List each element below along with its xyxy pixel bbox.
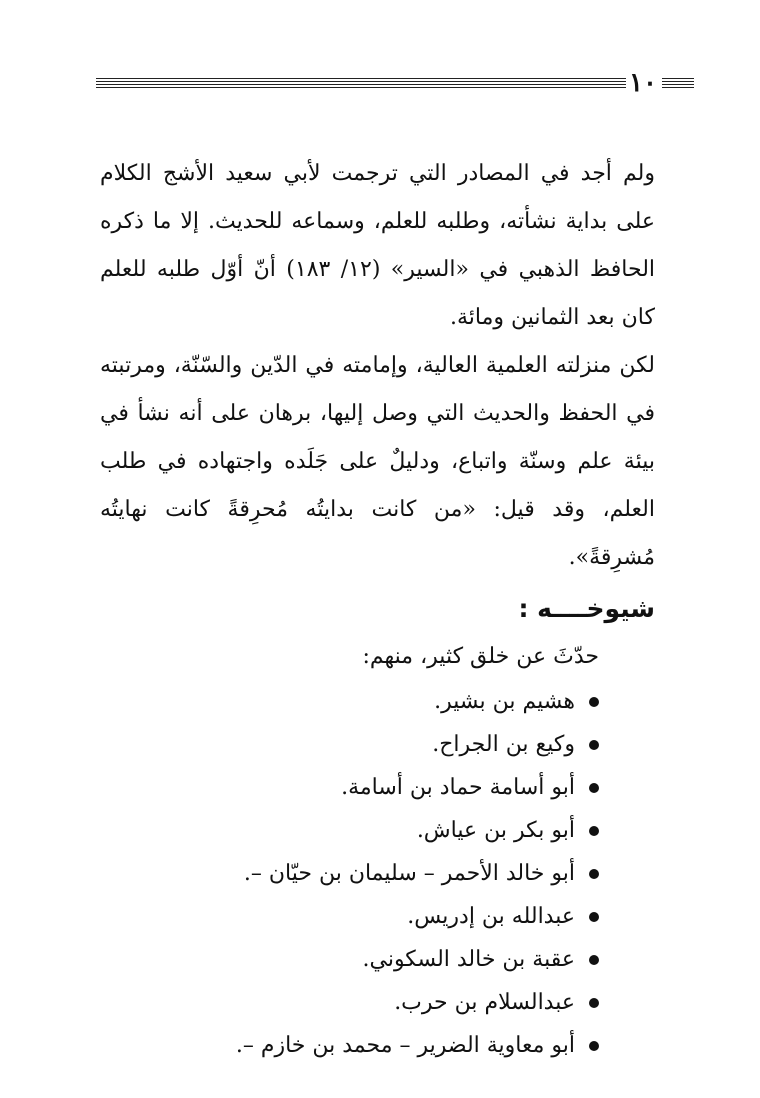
- teacher-name: أبو بكر بن عياش.: [416, 818, 575, 843]
- teacher-name: أبو معاوية الضرير – محمد بن خازم –.: [235, 1033, 575, 1058]
- bullet-icon: [589, 740, 599, 750]
- teacher-name: أبو خالد الأحمر – سليمان بن حيّان –.: [243, 861, 575, 886]
- teacher-name: وكيع بن الجراح.: [432, 732, 575, 757]
- list-item: [100, 766, 599, 809]
- list-item: [100, 723, 599, 766]
- teacher-name: هشيم بن بشير.: [434, 689, 575, 714]
- paragraph-sources: ولم أجد في المصادر التي ترجمت لأبي سعيد الأشج الكلام على بداية نشأته، وطلبه للعلم، وسماعه للحديث. إلا ما ذكره الحافظ الذهبي في «السير» (١٢/ ١٨٣) أنّ أوّل طلبه للعلم كان بعد الثمانين ومائة.: [100, 161, 656, 330]
- list-item: [100, 852, 599, 895]
- bullet-icon: [589, 826, 599, 836]
- teachers-intro: حدّثَ عن خلق كثير، منهم:: [362, 644, 599, 669]
- page-header: [96, 68, 694, 100]
- teachers-list: [100, 680, 655, 1067]
- header-rule-decoration: [96, 78, 626, 90]
- bullet-icon: [589, 912, 599, 922]
- teacher-name: عبدالله بن إدريس.: [407, 904, 575, 929]
- bullet-icon: [589, 1041, 599, 1051]
- page-number: ١٠: [629, 68, 657, 98]
- teacher-name: أبو أسامة حماد بن أسامة.: [341, 775, 575, 800]
- bullet-icon: [589, 783, 599, 793]
- list-item: [100, 809, 599, 852]
- list-item: [100, 1024, 599, 1067]
- page-body: [100, 150, 655, 1067]
- teacher-name: عبدالسلام بن حرب.: [394, 990, 575, 1015]
- bullet-icon: [589, 998, 599, 1008]
- list-item: [100, 895, 599, 938]
- paragraph-scholarly-status: لكن منزلته العلمية العالية، وإمامته في الدّين والسّنّة، ومرتبته في الحفظ والحديث التي وصل إليها، برهان على أنه نشأ في بيئة علم وسنّة واتباع، ودليلٌ على جَلَده واجتهاده في طلب العلم، وقد قيل: «من كانت بدايتُه مُحرِقةً كانت نهايتُه مُشرِقةً».: [100, 353, 655, 570]
- teacher-name: عقبة بن خالد السكوني.: [362, 947, 575, 972]
- list-item: [100, 680, 599, 723]
- header-rule-tail-decoration: [662, 78, 694, 90]
- bullet-icon: [589, 869, 599, 879]
- bullet-icon: [589, 697, 599, 707]
- bullet-icon: [589, 955, 599, 965]
- list-item: [100, 938, 599, 981]
- list-item: [100, 981, 599, 1024]
- section-heading-teachers: شيوخــــه :: [518, 594, 655, 623]
